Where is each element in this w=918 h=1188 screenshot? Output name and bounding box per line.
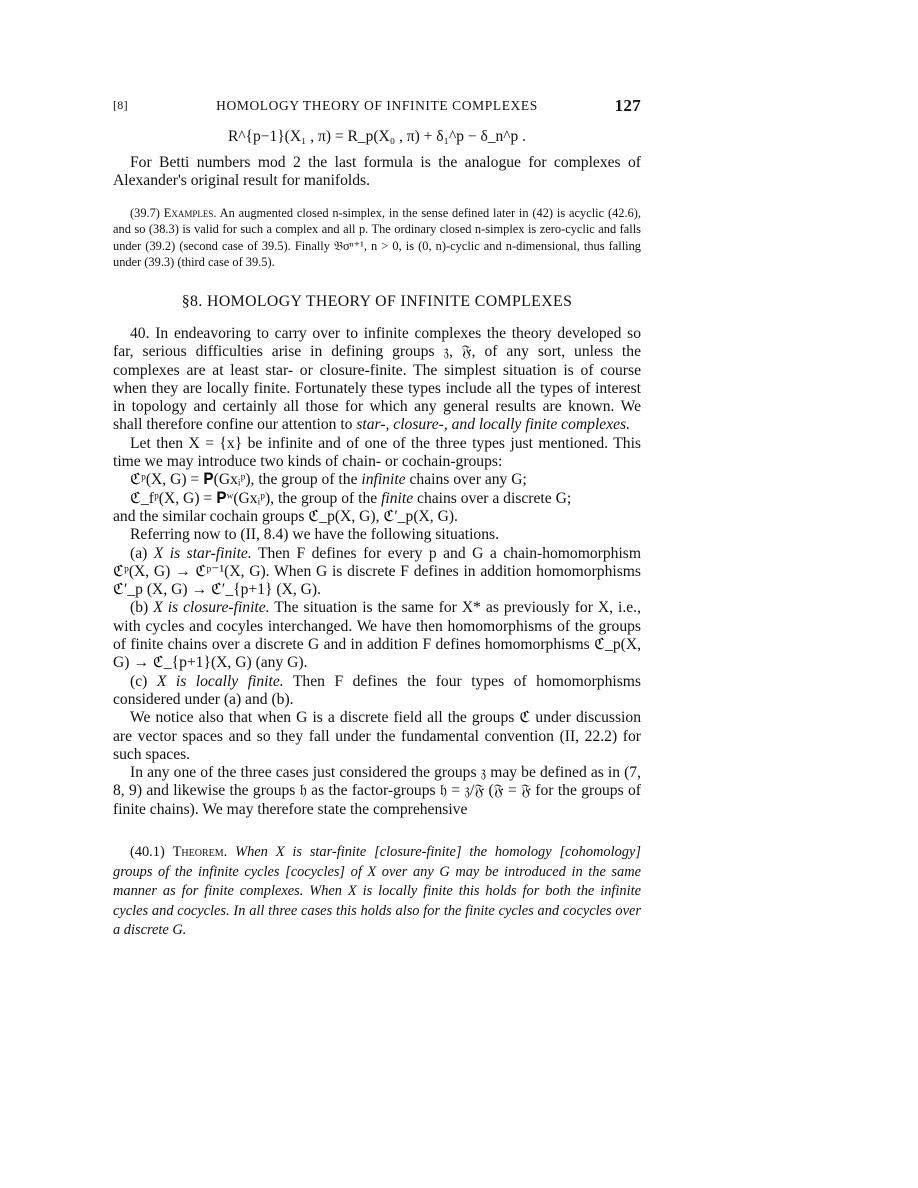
top-equation: R^{p−1}(X₁ , π) = R_p(X₀ , π) + δ₁^p − δ_n^p . [227, 128, 527, 145]
chain-text: chains over a discrete G; [413, 489, 572, 507]
chain-line-finite [113, 490, 641, 508]
case-label: (c) [130, 672, 157, 690]
case-a [113, 545, 641, 600]
running-title: HOMOLOGY THEORY OF INFINITE COMPLEXES [216, 98, 538, 113]
case-c [113, 673, 641, 710]
paragraph-notice: We notice also that when G is a discrete field all the groups ℭ under discussion are vector spaces and so they fall under the fundamental convention (II, 22.2) for such spaces. [113, 709, 641, 763]
referring-line: Referring now to (II, 8.4) we have the following situations. [130, 526, 499, 544]
paragraph-40-emphasis: star-, closure-, and locally finite complexes. [356, 416, 631, 434]
case-text: Then F defines for every p and G a chain-homomorphism ℭᵖ(X, G) → ℭᵖ⁻¹(X, G). When G is discrete F defines in addition homomorphisms ℭ′_p (X, G) → ℭ′_{p+1} (X, G). [113, 544, 641, 599]
examples-number: (39.7) [130, 205, 164, 220]
theorem-text: When X is star-finite [closure-finite] the homology [cohomology] groups of the infinite cycles [cocycles] of X over any G may be introduced in the same manner as for finite complexes. When X is locally finite this holds for both the infinite cycles and cocycles. In all three cases this holds also for the finite cycles and cocycles over a discrete G. [113, 843, 641, 939]
paragraph-any: In any one of the three cases just considered the groups 𝔷 may be defined as in (7, 8, 9) and likewise the groups 𝔥 as the factor-groups 𝔥 = 𝔷/𝔉 (𝔉 = 𝔉 for the groups of finite chains). We may therefore state the comprehensive [113, 764, 641, 818]
paragraph-40-text: 40. In endeavoring to carry over to infinite complexes the theory developed so far, serious difficulties arise in defining groups 𝔷, 𝔉, of any sort, unless the complexes are at least star- or closure-finite. The simplest situation is of course when they are locally finite. Fortunately these types include all the types of interest in topology and certainly all those for which any general results are known. We shall therefore confine our attention to [113, 324, 641, 434]
section-heading: §8. HOMOLOGY THEORY OF INFINITE COMPLEXES [181, 292, 573, 310]
case-b [113, 599, 641, 672]
theorem-number: (40.1) [130, 843, 173, 860]
theorem-label: Theorem. [172, 843, 228, 860]
chain-emphasis: infinite [361, 471, 406, 489]
case-label: (b) [130, 599, 154, 617]
case-label: (a) [130, 544, 154, 562]
chain-emphasis: finite [381, 489, 414, 507]
chain-text: chains over any G; [405, 471, 527, 489]
examples-text: An augmented closed n-simplex, in the sense defined later in (42) is acyclic (42.6), and so (38.3) is valid for such a complex and all p. The ordinary closed n-simplex is zero-cyclic and falls under (39.2) (second case of 39.5). Finally 𝔅σⁿ⁺¹, n > 0, is (0, n)-cyclic and n-dimensional, thus falling under (39.3) (third case of 39.5). [113, 205, 641, 270]
paragraph-betti: For Betti numbers mod 2 the last formula is the analogue for complexes of Alexander's original result for manifolds. [113, 154, 641, 190]
case-emphasis: X is locally finite. [156, 672, 284, 690]
paragraph-40 [113, 325, 641, 435]
chain-lhs-finite: ℭ_fᵖ(X, G) = 𝐏ʷ(Gxᵢᵖ), [130, 489, 275, 507]
cochain-line: and the similar cochain groups ℭ_p(X, G), ℭ′_p(X, G). [113, 507, 458, 525]
chain-text: the group of the [274, 489, 382, 507]
examples-label: Examples. [163, 205, 217, 220]
theorem-40-1 [113, 843, 641, 941]
case-text: Then F defines the four types of homomorphisms considered under (a) and (b). [113, 672, 641, 708]
page [113, 96, 641, 941]
chain-text: the group of the [254, 471, 362, 489]
paragraph-let: Let then X = {x} be infinite and of one of the three types just mentioned. This time we may introduce two kinds of chain- or cochain-groups: [113, 434, 641, 471]
case-emphasis: X is closure-finite. [153, 599, 270, 617]
examples-paragraph [113, 205, 641, 271]
section-ref: [8] [113, 98, 128, 112]
case-text: The situation is the same for X* as previously for X, i.e., with cycles and cocyles interchanged. We have then homomorphisms of the groups of finite chains over a discrete G and in addition F defines homomorphisms ℭ_p(X, G) → ℭ_{p+1}(X, G) (any G). [113, 599, 641, 672]
chain-lhs-infinite: ℭᵖ(X, G) = 𝐏(Gxᵢᵖ), [130, 471, 255, 489]
page-number: 127 [614, 96, 641, 115]
case-emphasis: X is star-finite. [153, 544, 252, 562]
chain-line-infinite [113, 471, 641, 489]
running-header [113, 96, 641, 118]
